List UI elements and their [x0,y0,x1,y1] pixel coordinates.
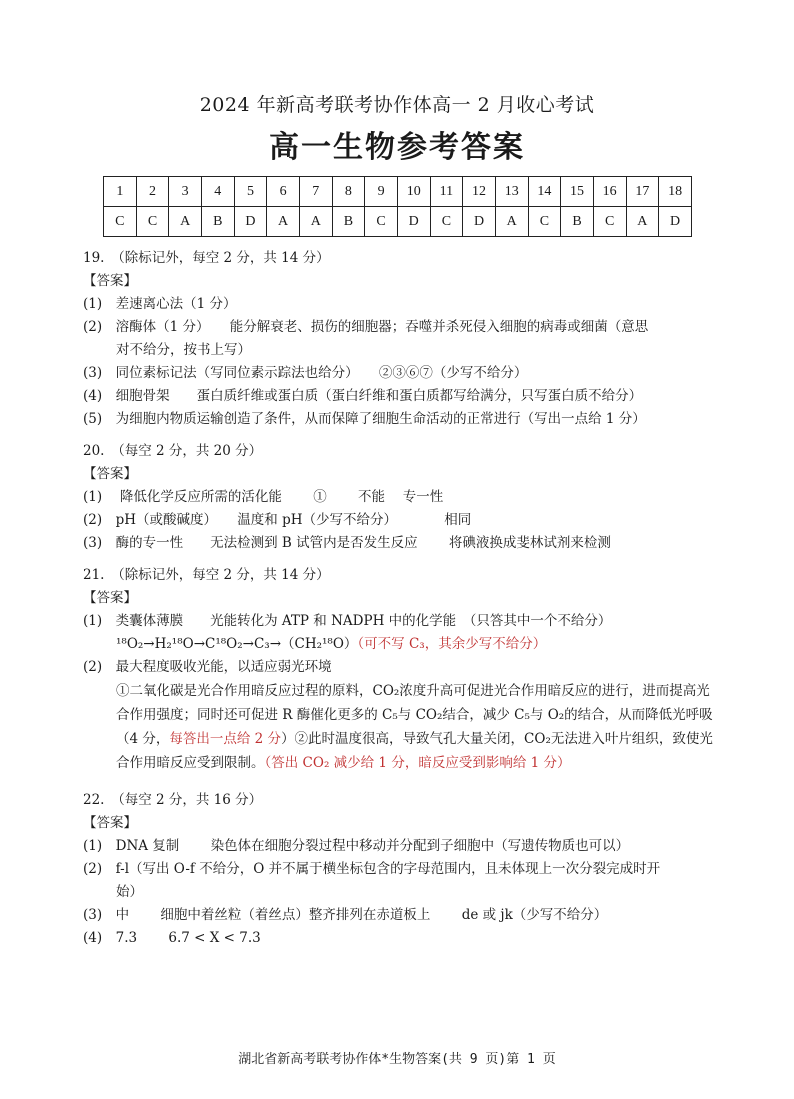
q20-line-1: (1) 降低化学反应所需的活化能 ① 不能 专一性 [83,489,444,505]
answer-cell: A [299,207,332,237]
answer-cell: C [528,207,561,237]
answer-cell: C [136,207,169,237]
q22-heading: 22. （每空 2 分，共 16 分） [83,792,263,808]
q21-heading: 21. （除标记外，每空 2 分，共 14 分） [83,567,330,583]
page-title: 高一生物参考答案 [269,130,525,165]
q20-line-3: (3) 酶的专一性 无法检测到 B 试管内是否发生反应 将碘液换成斐林试剂来检测 [83,535,611,551]
question-number-row [104,177,692,207]
answer-cell: D [397,207,430,237]
q22-line-4: (4) 7.3 6.7 < X < 7.3 [83,930,261,946]
q22-line-1: (1) DNA 复制 染色体在细胞分裂过程中移动并分配到子细胞中（写遗传物质也可以） [83,838,630,854]
q20-line-2: (2) pH（或酸碱度） 温度和 pH（少写不给分） 相同 [83,512,472,528]
q19-line-2a: (2) 溶酶体（1 分） 能分解衰老、损伤的细胞器；吞噬并杀死侵入细胞的病毒或细菌（意思 [83,319,649,335]
exam-title: 2024 年新高考联考协作体高一 2 月收心考试 [199,94,595,116]
q21-para-red-note-2: （答出 CO₂ 减少给 1 分，暗反应受到影响给 1 分） [264,755,571,771]
q21-answer-tag: 【答案】 [83,590,137,606]
answer-cell: B [201,207,234,237]
answer-row [104,207,692,237]
q19-line-2b: 对不给分，按书上写） [116,342,251,358]
answer-cell: A [267,207,300,237]
question-number-cell: 12 [463,177,496,207]
question-number-cell: 17 [626,177,659,207]
q22-answer-tag: 【答案】 [83,815,137,831]
q20-heading: 20. （每空 2 分，共 20 分） [83,443,263,459]
q19-line-3: (3) 同位素标记法（写同位素示踪法也给分） ②③⑥⑦（少写不给分） [83,365,528,381]
page-footer: 湖北省新高考联考协作体*生物答案(共 9 页)第 1 页 [238,1052,556,1067]
q19-heading: 19. （除标记外，每空 2 分，共 14 分） [83,250,330,266]
q21-isotope-path [83,633,723,656]
question-number-cell: 5 [234,177,267,207]
q21-paragraph [83,679,727,775]
q21-line-1: (1) 类囊体薄膜 光能转化为 ATP 和 NADPH 中的化学能 （只答其中一个不给分） [83,613,612,629]
question-number-cell: 1 [104,177,137,207]
answer-table [103,176,692,237]
question-number-cell: 10 [397,177,430,207]
answer-cell: B [332,207,365,237]
question-number-cell: 7 [299,177,332,207]
q21-line-2: (2) 最大程度吸收光能，以适应弱光环境 [83,659,332,675]
q19-line-5: (5) 为细胞内物质运输创造了条件，从而保障了细胞生命活动的正常进行（写出一点给 1 分） [83,411,646,427]
q22-line-2b: 始） [116,884,143,900]
question-number-cell: 14 [528,177,561,207]
answer-body [83,247,727,950]
answer-cell: D [659,207,692,237]
question-number-cell: 6 [267,177,300,207]
q19-line-4: (4) 细胞骨架 蛋白质纤维或蛋白质（蛋白纤维和蛋白质都写给满分，只写蛋白质不给分） [83,388,643,404]
q19-answer-tag: 【答案】 [83,273,137,289]
question-number-cell: 4 [201,177,234,207]
answer-cell: A [169,207,202,237]
q19-line-1: (1) 差速离心法（1 分） [83,296,237,312]
question-number-cell: 11 [430,177,463,207]
question-number-cell: 16 [593,177,626,207]
answer-cell: C [104,207,137,237]
question-number-cell: 13 [495,177,528,207]
question-number-cell: 18 [659,177,692,207]
isotope-equation: ¹⁸O₂→H₂¹⁸O→C¹⁸O₂→C₃→（CH₂¹⁸O） [116,636,358,652]
answer-cell: A [626,207,659,237]
answer-cell: C [365,207,398,237]
question-number-cell: 9 [365,177,398,207]
answer-cell: C [430,207,463,237]
question-number-cell: 8 [332,177,365,207]
q21-para-text-end: ）②此时温度很高，导致气孔大量关闭，CO₂无法进入叶片组织，致使光合作用暗反应受到限制。 [116,731,713,771]
q21-para-red-note: 每答出一点给 2 分 [169,731,282,747]
question-number-cell: 15 [561,177,594,207]
question-number-cell: 3 [169,177,202,207]
answer-cell: B [561,207,594,237]
q22-line-3: (3) 中 细胞中着丝粒（着丝点）整齐排列在赤道板上 de 或 jk（少写不给分） [83,907,608,923]
q20-answer-tag: 【答案】 [83,466,137,482]
question-number-cell: 2 [136,177,169,207]
answer-cell: D [463,207,496,237]
isotope-note: （可不写 C₃，其余少写不给分） [357,636,547,652]
answer-cell: C [593,207,626,237]
answer-cell: A [495,207,528,237]
q22-line-2a: (2) f-l（写出 O-f 不给分，O 并不属于横坐标包含的字母范围内，且未体现上一次分裂完成时开 [83,861,661,877]
answer-cell: D [234,207,267,237]
q21-para-text: ①二氧化碳是光合作用暗反应过程的原料，CO₂浓度升高可促进光合作用暗反应的进行，进而提高光合作用强度；同时还可促进 R 酶催化更多的 C₅与 CO₂结合，减少 C₅与 O₂的结合，从而降低光呼吸 （4 分， [116,683,727,747]
